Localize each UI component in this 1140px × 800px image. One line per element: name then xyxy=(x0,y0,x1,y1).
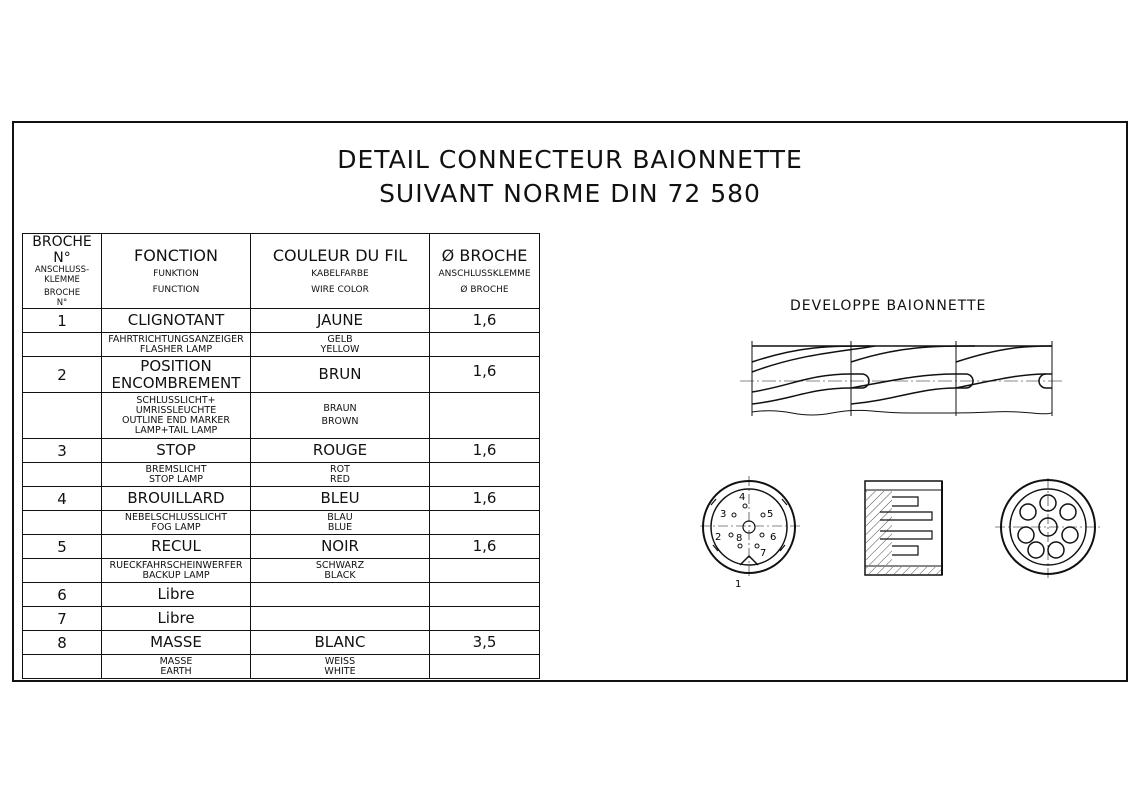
connector-side-view xyxy=(865,481,942,575)
fonction-cell: Libre xyxy=(102,583,251,607)
pin-number: 3 xyxy=(23,439,102,463)
couleur-translation: GELB YELLOW xyxy=(251,333,430,357)
diametre-cell: 1,6 xyxy=(430,535,540,559)
pin-number-labels xyxy=(715,492,776,590)
diametre-cell: 3,5 xyxy=(430,631,540,655)
pin-number: 7 xyxy=(23,607,102,631)
pin-label-1: 1 xyxy=(735,579,742,590)
fonction-translation: FAHRTRICHTUNGSANZEIGER FLASHER LAMP xyxy=(102,333,251,357)
pin-number: 4 xyxy=(23,487,102,511)
couleur-translation: BRAUN BROWN xyxy=(251,393,430,439)
couleur-cell: BLANC xyxy=(251,631,430,655)
fonction-translation: MASSE EARTH xyxy=(102,655,251,679)
fonction-translation: RUECKFAHRSCHEINWERFER BACKUP LAMP xyxy=(102,559,251,583)
header-fonction: FONCTION FUNKTION FUNCTION xyxy=(102,234,251,309)
fonction-cell: MASSE xyxy=(102,631,251,655)
pin-number: 5 xyxy=(23,535,102,559)
connector-front-view xyxy=(700,476,800,578)
fonction-cell: Libre xyxy=(102,607,251,631)
pin-label-4: 4 xyxy=(739,492,746,503)
couleur-translation: BLAU BLUE xyxy=(251,511,430,535)
diametre-cell: 1,6 xyxy=(430,309,540,333)
pin-number: 2 xyxy=(23,357,102,393)
couleur-cell: BRUN xyxy=(251,357,430,393)
pin-number: 1 xyxy=(23,309,102,333)
couleur-cell: BLEU xyxy=(251,487,430,511)
pin-label-5: 5 xyxy=(767,509,774,520)
fonction-cell: RECUL xyxy=(102,535,251,559)
bayonet-development xyxy=(740,341,1062,416)
fonction-translation: SCHLUSSLICHT+ UMRISSLEUCHTE OUTLINE END MARKER LAMP+TAIL LAMP xyxy=(102,393,251,439)
diametre-cell: 1,6 xyxy=(430,487,540,511)
drawing-title-line1: DETAIL CONNECTEUR BAIONNETTE xyxy=(337,145,803,174)
pin-label-7: 7 xyxy=(760,548,767,559)
fonction-cell: CLIGNOTANT xyxy=(102,309,251,333)
fonction-cell: POSITION ENCOMBREMENT xyxy=(102,357,251,393)
developpe-label: DEVELOPPE BAIONNETTE xyxy=(790,298,987,314)
pin-number: 8 xyxy=(23,631,102,655)
connector-rear-view xyxy=(995,478,1100,578)
header-broche: BROCHE N° ANSCHLUSS- KLEMME BROCHE N° xyxy=(23,234,102,309)
pin-label-2: 2 xyxy=(715,532,722,543)
drawing-title-line2: SUIVANT NORME DIN 72 580 xyxy=(379,179,761,208)
diametre-cell: 1,6 xyxy=(430,357,540,393)
couleur-cell: ROUGE xyxy=(251,439,430,463)
pin-label-8: 8 xyxy=(736,533,743,544)
fonction-cell: STOP xyxy=(102,439,251,463)
diametre-cell: 1,6 xyxy=(430,439,540,463)
fonction-translation: BREMSLICHT STOP LAMP xyxy=(102,463,251,487)
couleur-cell: JAUNE xyxy=(251,309,430,333)
fonction-cell: BROUILLARD xyxy=(102,487,251,511)
couleur-cell: NOIR xyxy=(251,535,430,559)
couleur-translation: WEISS WHITE xyxy=(251,655,430,679)
pin-label-6: 6 xyxy=(770,532,777,543)
pin-number: 6 xyxy=(23,583,102,607)
fonction-translation: NEBELSCHLUSSLICHT FOG LAMP xyxy=(102,511,251,535)
header-diametre: Ø BROCHE ANSCHLUSSKLEMME Ø BROCHE xyxy=(430,234,540,309)
pin-label-3: 3 xyxy=(720,509,727,520)
couleur-translation: ROT RED xyxy=(251,463,430,487)
couleur-translation: SCHWARZ BLACK xyxy=(251,559,430,583)
header-couleur: COULEUR DU FIL KABELFARBE WIRE COLOR xyxy=(251,234,430,309)
